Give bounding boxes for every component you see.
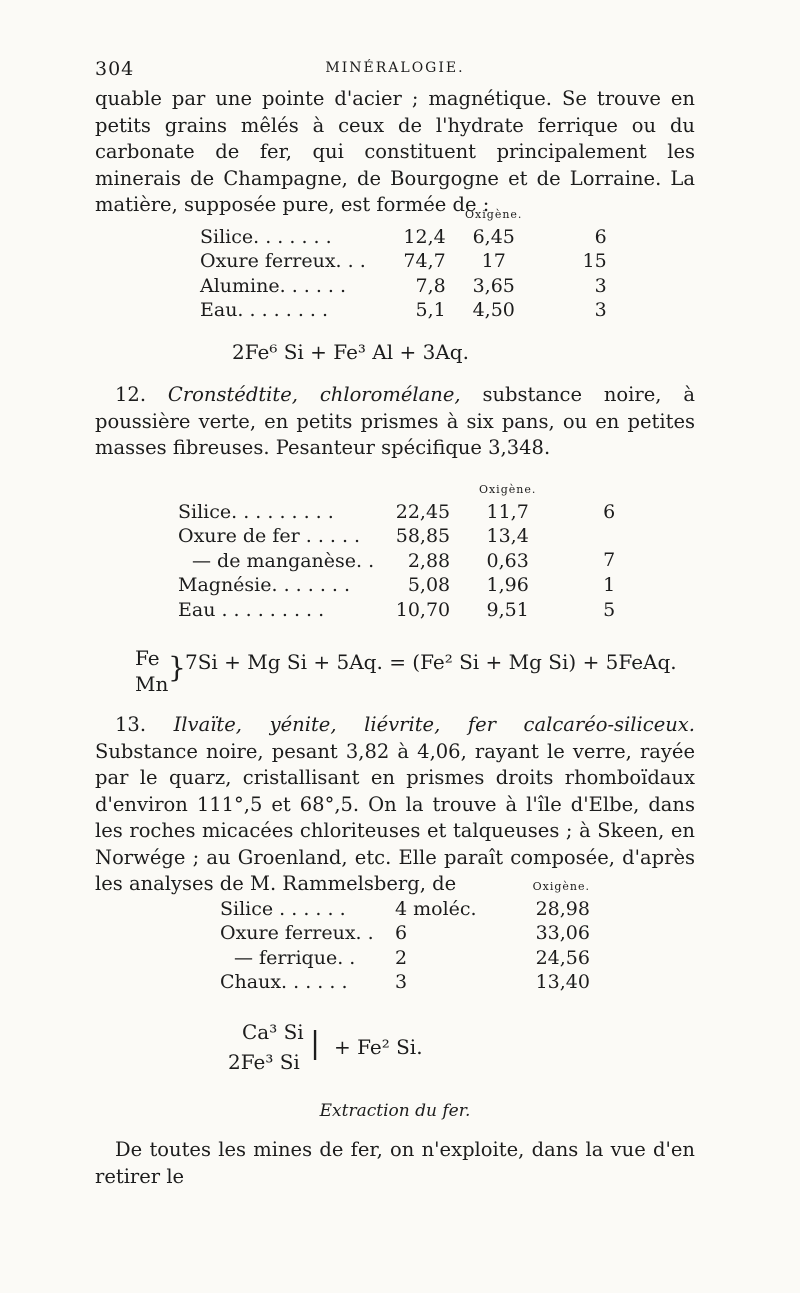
component-value: 10,70	[395, 598, 451, 621]
table-row	[178, 524, 615, 549]
mineral-names: Cronstédtite, chloromélane,	[167, 383, 461, 406]
oxygen-value: 4,50	[472, 299, 515, 322]
formula-1: 2Fe⁶ Si + Fe³ Al + 3Aq.	[232, 340, 469, 364]
table-row	[178, 549, 615, 574]
ratio-value: 5	[603, 598, 616, 621]
oxygen-value: 28,98	[535, 897, 590, 920]
table-row	[178, 598, 615, 623]
oxygen-value: 17	[481, 250, 506, 273]
page-header	[95, 58, 695, 82]
final-paragraph: De toutes les mines de fer, on n'exploite, dans la vue d'en retirer le	[95, 1138, 695, 1188]
component-value: 7,8	[415, 274, 446, 297]
section-12-paragraph	[95, 382, 695, 462]
component-name: Silice. . . . . . . . .	[178, 500, 334, 523]
composition-table-1	[200, 200, 607, 323]
component-value: 5,08	[407, 574, 451, 597]
component-name: Silice . . . . . .	[220, 897, 346, 920]
section-number: 12.	[115, 383, 147, 406]
table-row	[200, 274, 607, 299]
table-row	[220, 946, 590, 971]
component-name: — de manganèse. .	[192, 549, 375, 572]
table-row	[178, 573, 615, 598]
component-name: Chaux. . . . . .	[220, 971, 348, 994]
table-row	[200, 298, 607, 323]
component-name: Magnésie. . . . . . .	[178, 574, 351, 597]
ratio-value: 15	[582, 250, 607, 273]
composition-table-3	[220, 872, 590, 995]
page-number: 304	[95, 58, 135, 80]
component-value: 3	[395, 971, 408, 994]
formula-expression: + Fe² Si.	[334, 1035, 423, 1059]
ratio-value: 3	[594, 299, 607, 322]
oxygen-value: 33,06	[535, 922, 590, 945]
ratio-value: 6	[594, 225, 607, 248]
mineral-names: Ilvaïte, yénite, liévrite, fer calcaréo-siliceux.	[173, 713, 695, 736]
formula-3	[228, 1018, 528, 1078]
oxygen-value: 3,65	[472, 274, 515, 297]
formula-element-top: Fe	[135, 646, 160, 670]
component-value: 58,85	[395, 525, 451, 548]
formula-expression: 7Si + Mg Si + 5Aq. = (Fe² Si + Mg Si) + 5FeAq.	[185, 650, 677, 674]
component-name: Alumine. . . . . .	[200, 274, 347, 297]
table-row	[220, 897, 590, 922]
oxygen-value: 0,63	[486, 549, 529, 572]
oxygen-header: Oxigène.	[532, 880, 590, 894]
component-value: 12,4	[403, 225, 446, 248]
section-number: 13.	[115, 713, 147, 736]
component-name: Oxure ferreux. .	[220, 922, 374, 945]
formula-term-top: Ca³ Si	[242, 1020, 304, 1044]
oxygen-value: 13,40	[535, 971, 590, 994]
composition-table-2	[178, 475, 615, 622]
brace-icon: }	[168, 651, 186, 684]
component-value: 74,7	[403, 250, 446, 273]
oxygen-value: 9,51	[486, 598, 529, 621]
component-name: Silice. . . . . . .	[200, 225, 332, 248]
oxygen-value: 1,96	[486, 574, 529, 597]
oxygen-value: 11,7	[486, 500, 529, 523]
section-13-paragraph	[95, 712, 695, 898]
component-name: Eau. . . . . . . .	[200, 299, 329, 322]
ratio-value	[565, 524, 615, 549]
component-value: 5,1	[415, 299, 446, 322]
table-row	[178, 500, 615, 525]
table-row	[200, 225, 607, 250]
oxygen-header: Oxigène.	[478, 483, 537, 497]
component-name: Oxure de fer . . . . .	[178, 525, 361, 548]
component-value: 2	[395, 946, 408, 969]
ratio-value: 7	[603, 548, 616, 571]
ratio-value: 3	[594, 274, 607, 297]
table-row	[200, 249, 607, 274]
formula-element-bottom: Mn	[135, 672, 169, 696]
brace-icon: |	[310, 1026, 321, 1061]
table-row	[220, 921, 590, 946]
ratio-value: 1	[603, 574, 616, 597]
table-row	[220, 970, 590, 995]
component-value: 4 moléc.	[395, 897, 477, 920]
running-title: MINÉRALOGIE.	[325, 60, 465, 76]
oxygen-header: Oxigène.	[465, 208, 523, 222]
formula-2	[135, 642, 695, 698]
oxygen-value: 13,4	[486, 525, 529, 548]
component-value: 6	[395, 922, 408, 945]
section-text: substance noire, à poussière verte, en petits prismes à six pans, ou en petites masses fibreuses. Pesanteur spécifique 3,348.	[95, 383, 695, 459]
oxygen-value: 6,45	[472, 225, 515, 248]
ratio-value: 6	[603, 500, 616, 523]
component-name: Eau . . . . . . . . .	[178, 598, 325, 621]
section-caption: Extraction du fer.	[319, 1101, 471, 1121]
intro-paragraph: quable par une pointe d'acier ; magnétique. Se trouve en petits grains mêlés à ceux de l'hydrate ferrique ou du carbonate de fer, qui constituent principalement les minerais de Champagne, de Bourgogne et de Lorraine. La matière, supposée pure, est formée de :	[95, 87, 695, 216]
oxygen-value: 24,56	[535, 946, 590, 969]
formula-term-bottom: 2Fe³ Si	[228, 1050, 300, 1074]
component-name: Oxure ferreux. . .	[200, 250, 366, 273]
section-text: Substance noire, pesant 3,82 à 4,06, rayant le verre, rayée par le quarz, cristallisant en prismes droits rhomboïdaux d'environ 111°,5 et 68°,5. On la trouve à l'île d'Elbe, dans les roches micacées chloriteuses et talqueuses ; à Skeen, en Norwége ; au Groenland, etc. Elle paraît composée, d'après les analyses de M. Rammelsberg, de	[95, 739, 695, 895]
component-value: 22,45	[395, 500, 451, 523]
component-value: 2,88	[407, 549, 451, 572]
component-name: — ferrique. .	[234, 946, 356, 969]
